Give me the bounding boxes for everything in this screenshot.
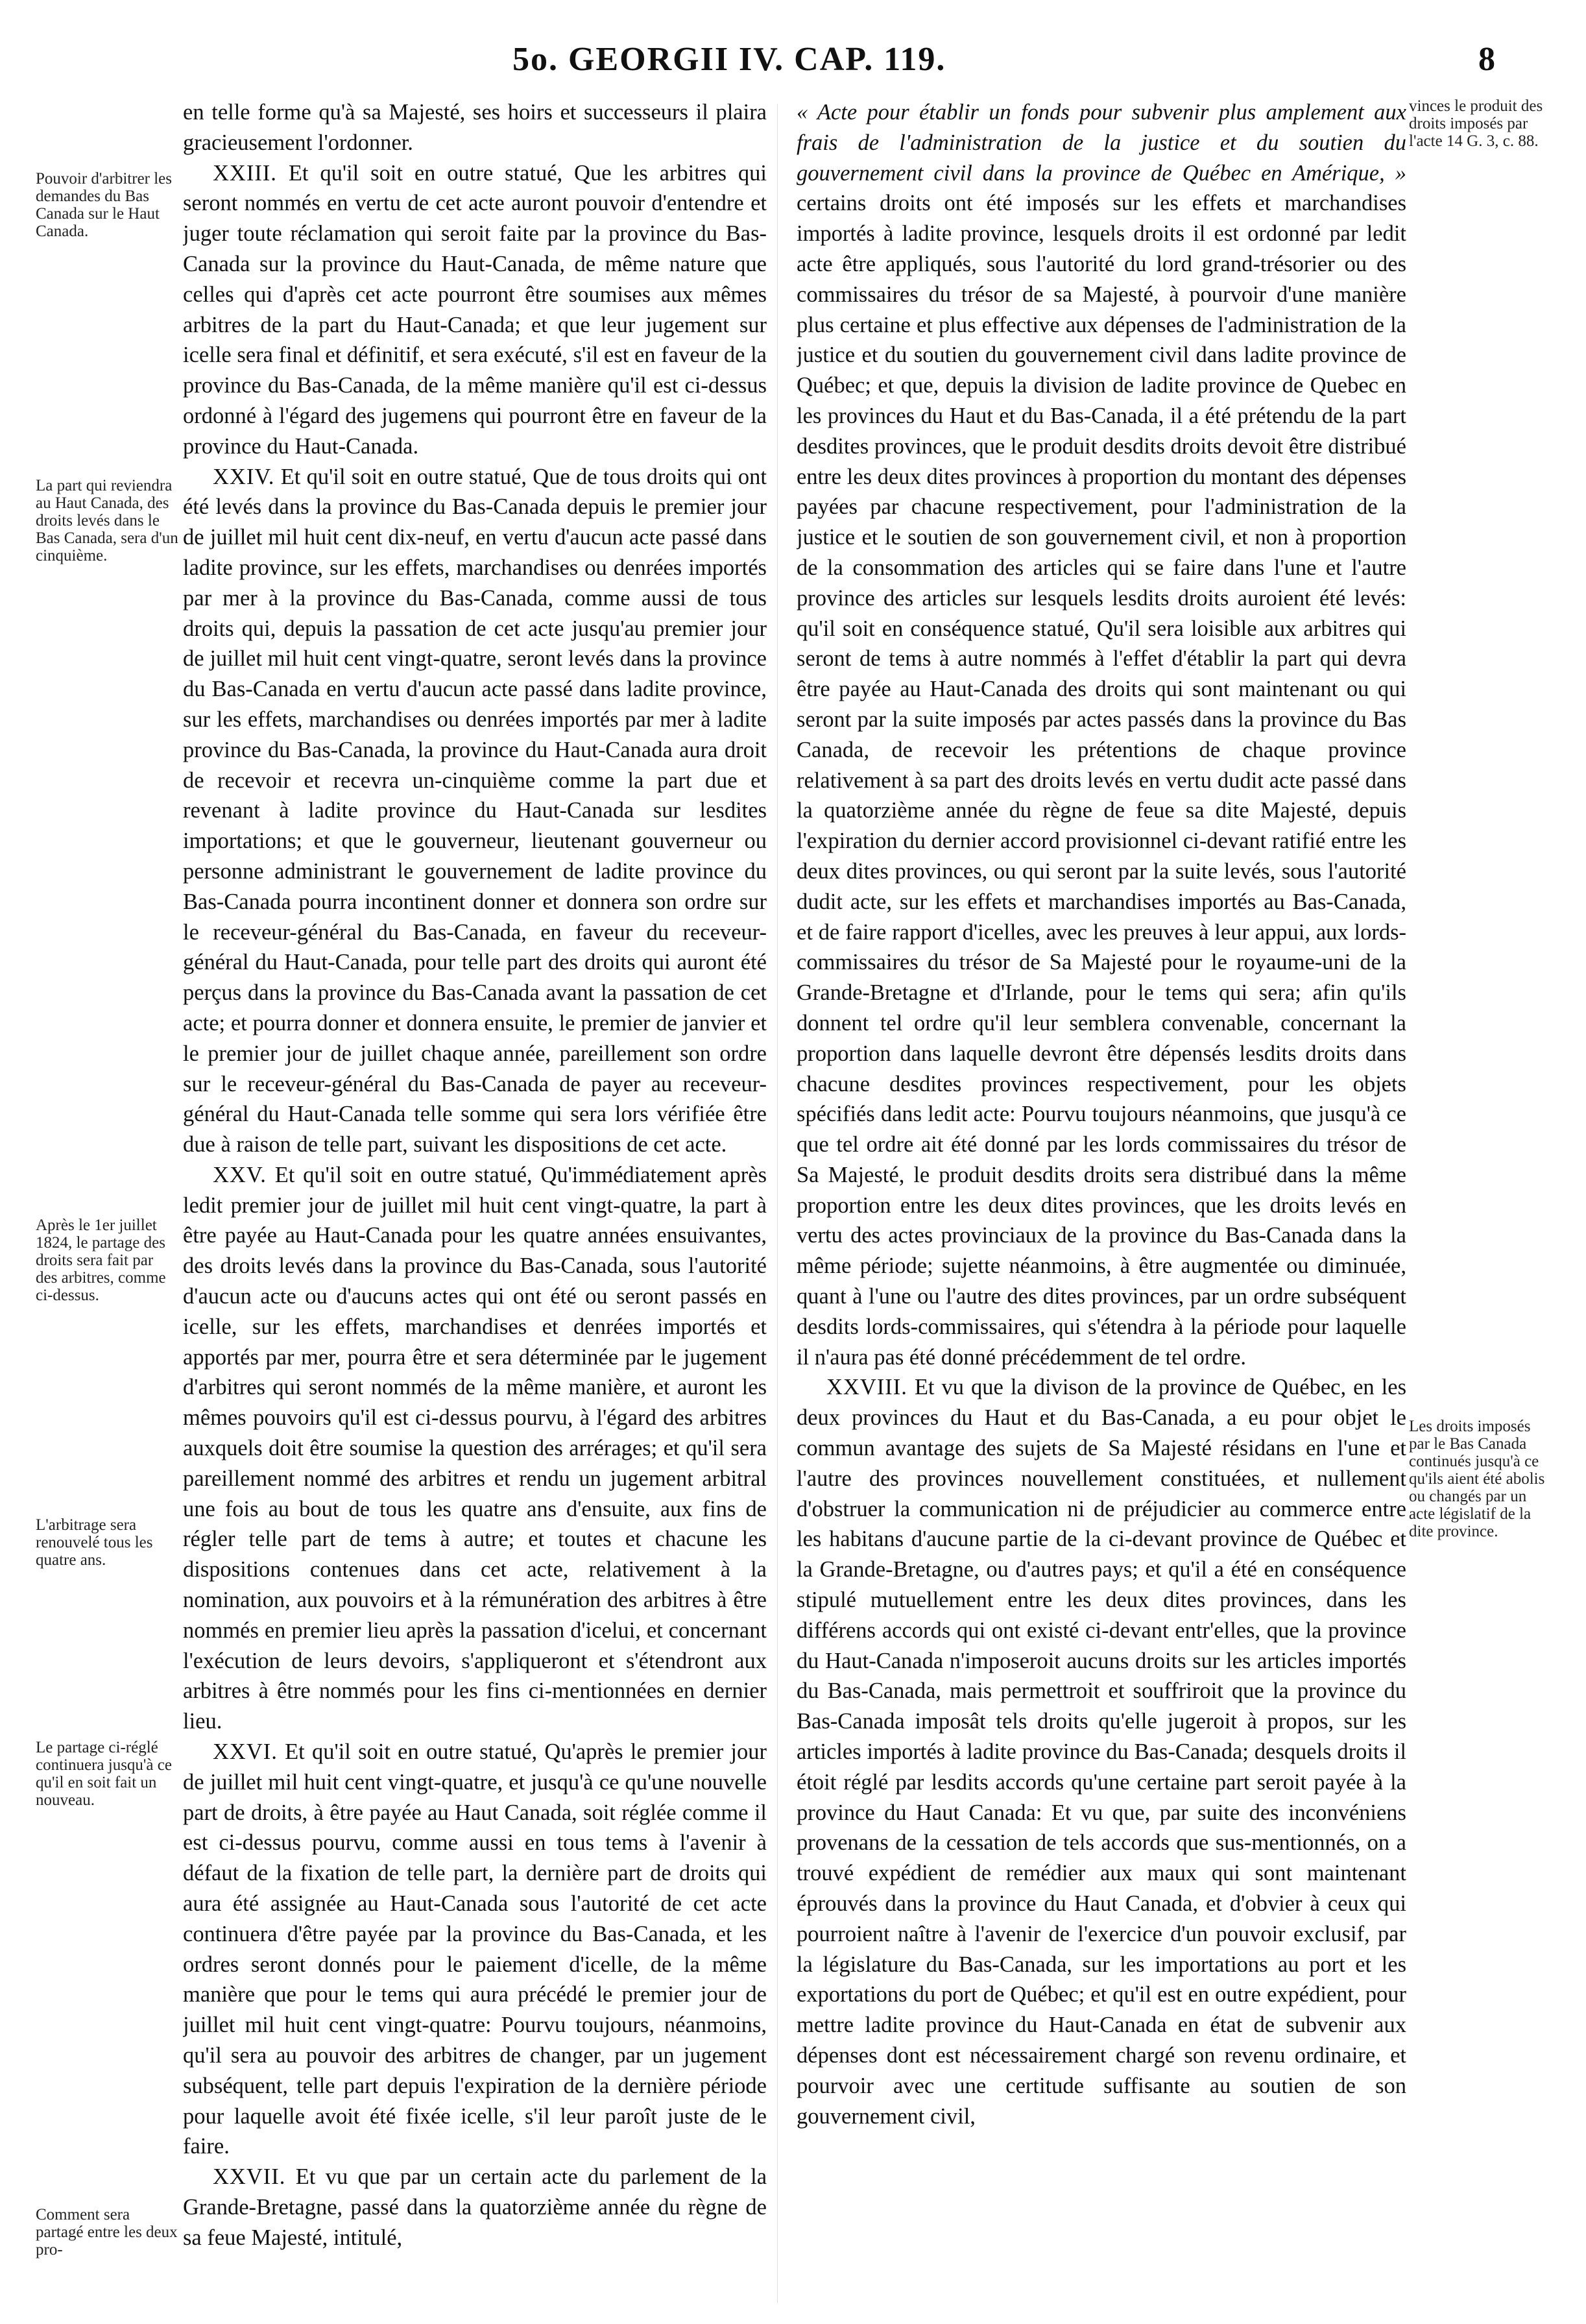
section-xxvi (183, 1737, 767, 2162)
margin-note-part-cinquieme: La part qui reviendra au Haut Canada, des droits levés dans le Bas Canada, sera d'un cinquième. (36, 477, 178, 564)
paragraph-continuation: en telle forme qu'à sa Majesté, ses hoirs et successeurs il plaira gracieusement l'ordonner. (183, 100, 767, 155)
section-xxvii (183, 2162, 767, 2253)
section-xxiv (183, 462, 767, 1160)
margin-note-renouvellement: L'arbitrage sera renouvelé tous les quatre ans. (36, 1516, 153, 1569)
paragraph-act-title (797, 97, 1406, 1372)
section-xxv (183, 1160, 767, 1737)
left-column (183, 97, 767, 2310)
margin-note-partage-arbitres: Après le 1er juillet 1824, le partage des droits sera fait par des arbitres, comme ci-dessus. (36, 1216, 166, 1304)
running-title: 5o. GEORGII IV. CAP. 119. (512, 41, 946, 78)
margin-note-comment-partage: Comment sera partagé entre les deux pro- (36, 2206, 178, 2258)
section-text: Et qu'il soit en outre statué, Que les arbitres qui seront nommés en vertu de cet acte auront pouvoir d'entendre et juger toute réclamation qui seroit faite par la province du Bas-Canada sur la province du Haut-Canada, de même nature que celles qui d'après cet acte pourront être soumises aux mêmes arbitres de la part du Haut-Canada; et que leur jugement sur icelle sera final et définitif, et sera exécuté, s'il est en faveur de la province du Bas-Canada, de la même manière qu'il est ci-dessus ordonné à l'égard des jugemens qui pourront être en faveur de la province du Haut-Canada. (183, 160, 767, 459)
margin-note-produit-droits: vinces le produit des droits imposés par l'acte 14 G. 3, c. 88. (1409, 97, 1543, 150)
margin-note-partage-continue: Le partage ci-réglé continuera jusqu'à ce qu'il en soit fait un nouveau. (36, 1739, 172, 1809)
section-text: Et qu'il soit en outre statué, Qu'immédiatement après ledit premier jour de juillet mil huit cent vingt-quatre, la part à être payée au Haut-Canada pour les quatre années ensuivantes, des droits levés dans la province du Bas-Canada, sous l'autorité d'aucun acte ou d'aucuns actes qui ont été ou seront passés en icelle, sur les effets, marchandises et denrées importés et apportés par mer, pourra être et sera déterminée par le jugement d'arbitres qui seront nommés de la même manière, et auront les mêmes pouvoirs qu'il est ci-dessus pourvu, à l'égard des arbitres auxquels doit être soumise la question des arrérages; et qu'il sera pareillement nommé des arbitres et rendu un jugement arbitral une fois au bout de tous les quatre ans d'ensuite, aux fins de régler telle part de tems à autre; et toutes et chacune les dispositions contenues dans cet acte, relativement à la nomination, aux pouvoirs et à la rémunération des arbitres à être nommés en premier lieu après la passation d'icelui, et concernant l'exécution de leurs devoirs, s'appliqueront et s'étendront aux arbitres à être nommés pour les fins ci-mentionnées en dernier lieu. (183, 1162, 767, 1734)
margin-note-droits-continues: Les droits imposés par le Bas Canada continués jusqu'à ce qu'ils aient été abolis ou changés par un acte législatif de la dite province. (1409, 1418, 1545, 1540)
section-number: XXVIII. (826, 1375, 907, 1400)
section-number: XXIII. (213, 160, 277, 186)
paragraph-text: certains droits ont été imposés sur les effets et marchandises importés à ladite province, lesquels droits il est ordonné par ledit acte être appliqués, sous l'autorité du lord grand-trésorier ou des commissaires du trésor de sa Majesté, à pourvoir d'une manière plus certaine et plus effective aux dépenses de l'administration de la justice et du soutien du gouvernement civil dans ladite province de Québec; et que, depuis la division de ladite province de Quebec en les provinces du Haut et du Bas-Canada, il a été prétendu de la part desdites provinces, que le produit desdits droits devoit être distribué entre les deux dites provinces à proportion du montant des dépenses payées par chacune respectivement, pour l'administration de la justice et le soutien de son gouvernement civil, et non à proportion de la consommation des articles qui se faire dans l'une et l'autre province des articles sur lesquels lesdits droits auroient été levés: qu'il soit en conséquence statué, Qu'il sera loisible aux arbitres qui seront de tems à autre nommés à l'effet d'établir la part qui devra être payée au Haut-Canada des droits qui sont maintenant ou qui seront par la suite imposés par actes passés dans la province du Bas Canada, de recevoir les prétentions de chaque province relativement à sa part des droits levés en vertu dudit acte passé dans la quatorzième année du règne de feue sa dite Majesté, depuis l'expiration du dernier accord provisionnel ci-devant ratifié entre les deux dites provinces, ou qui seront par la suite levés, sous l'autorité dudit acte, sur les effets et marchandises importés au Bas-Canada, et de faire rapport d'icelles, avec les preuves à leur appui, aux lords-commissaires du trésor de Sa Majesté pour le royaume-uni de la Grande-Bretagne et d'Irlande, pour le tems qui sera; afin qu'ils donnent tel ordre qu'il leur semblera convenable, concernant la proportion dans laquelle devront être dépensés lesdits droits dans chacune desdites provinces respectivement, pour les objets spécifiés dans ledit acte: Pourvu toujours néanmoins, que jusqu'à ce que tel ordre ait été donné par les lords commissaires du trésor de Sa Majesté, le produit desdits droits sera distribué dans la même proportion entre les deux dites provinces, que les droits levés en vertu des actes provinciaux de la province du Bas-Canada dans la même période; sujette néanmoins, à être augmentée ou diminuée, quant à l'une ou l'autre des dites provinces, par un ordre subséquent desdits lords-commissaires, qui s'étendra à la période pour laquelle il n'aura pas été donné précédemment de tel ordre. (797, 191, 1406, 1370)
act-title-quote: « Acte pour établir un fonds pour subvenir plus amplement aux frais de l'administration de la justice et du soutien du gouvernement civil dans la province de Québec en Amérique, » (797, 100, 1406, 186)
section-text: Et vu que par un certain acte du parlement de la Grande-Bretagne, passé dans la quatorzième année du règne de sa feue Majesté, intitulé, (183, 2164, 767, 2250)
section-number: XXVII. (213, 2164, 286, 2190)
page-number: 8 (1478, 41, 1495, 78)
section-xxviii (797, 1372, 1406, 2131)
column-divider (777, 104, 778, 2303)
section-text: Et vu que la divison de la province de Québec, en les deux provinces du Haut et du Bas-Canada, a eu pour objet le commun avantage des sujets de Sa Majesté résidans en l'une et l'autre des provinces nouvellement constituées, et nullement d'obstruer la communication ni de préjudicier au commerce entre les habitans d'aucune partie de la ci-devant province de Québec et la Grande-Bretagne, ou d'autres pays; et qu'il a été en conséquence stipulé mutuellement entre les deux dites provinces, dans les différens accords qui ont existé ci-devant entr'elles, que la province du Haut-Canada n'imposeroit aucuns droits sur les articles importés du Bas-Canada, mais permettroit et souffriroit que la province du Bas-Canada imposât tels droits qu'elle jugeroit à propos, sur les articles importés à ladite province du Bas-Canada; desquels droits il étoit réglé par lesdits accords qu'une certaine part seroit payée à la province du Haut Canada: Et vu que, par suite des inconvéniens provenans de la cessation de tels accords que sus-mentionnés, on a trouvé expédient de remédier aux maux qui sont maintenant éprouvés dans la province du Haut Canada, et d'obvier à ceux qui pourroient naître à l'avenir de l'exercice d'un pouvoir exclusif, par la législature du Bas-Canada, sur les importations au port et les exportations du port de Québec; et qu'il est en outre expédient, pour mettre ladite province du Haut-Canada en état de subvenir aux dépenses dont est nécessairement chargé son revenu ordinaire, et pourvoir avec une certitude suffisante au soutien de son gouvernement civil, (797, 1375, 1406, 2129)
section-text: Et qu'il soit en outre statué, Que de tous droits qui ont été levés dans la province du Bas-Canada depuis le premier jour de juillet mil huit cent dix-neuf, en vertu d'aucun acte passé dans ladite province, sur les effets, marchandises ou denrées importés par mer à la province du Bas-Canada, comme aussi de tous droits qui, depuis la passation de cet acte jusqu'au premier jour de juillet mil huit cent vingt-quatre, seront levés dans la province du Bas-Canada en vertu d'aucun acte passé dans ladite province, sur les effets, marchandises ou denrées importés par mer à ladite province du Bas-Canada, la province du Haut-Canada aura droit de recevoir et recevra un-cinquième comme la part due et revenant à ladite province du Haut-Canada sur lesdites importations; et que le gouverneur, lieutenant gouverneur ou personne administrant le gouvernement de ladite province du Bas-Canada pourra incontinent donner et donnera son ordre sur le receveur-général du Bas-Canada, en faveur du receveur-général du Haut-Canada, pour telle part des droits qui auront été perçus dans la province du Bas-Canada avant la passation de cet acte; et pourra donner et donnera ensuite, le premier de janvier et le premier jour de juillet chaque année, pareillement son ordre sur le receveur-général du Bas-Canada de payer au receveur-général du Haut-Canada telle somme qui sera lors vérifiée être due à raison de telle part, suivant les dispositions de cet acte. (183, 464, 767, 1157)
section-number: XXIV. (213, 464, 275, 489)
page-header (0, 40, 1586, 92)
right-column (797, 97, 1406, 2310)
section-number: XXV. (213, 1162, 267, 1187)
section-xxiii (183, 158, 767, 462)
section-text: Et qu'il soit en outre statué, Qu'après le premier jour de juillet mil huit cent vingt-quatre, et jusqu'à ce qu'une nouvelle part de droits, à être payée au Haut Canada, soit réglée comme il est ci-dessus pourvu, comme aussi en tous tems à l'avenir à défaut de la fixation de telle part, la dernière part de droits qui aura été assignée au Haut-Canada sous l'autorité de cet acte continuera d'être payée par la province du Bas-Canada, et les ordres seront donnés pour le paiement d'icelle, de la même manière que pour le tems qui aura précédé le premier jour de juillet mil huit cent vingt-quatre: Pourvu toujours, néanmoins, qu'il sera au pouvoir des arbitres de changer, par un jugement subséquent, telle part depuis l'expiration de la dernière période pour laquelle avoit été fixée icelle, s'il leur paroît juste de le faire. (183, 1739, 767, 2159)
margin-note-arbitrage-bas-canada: Pouvoir d'arbitrer les demandes du Bas Canada sur le Haut Canada. (36, 170, 173, 240)
section-number: XXVI. (213, 1739, 278, 1765)
